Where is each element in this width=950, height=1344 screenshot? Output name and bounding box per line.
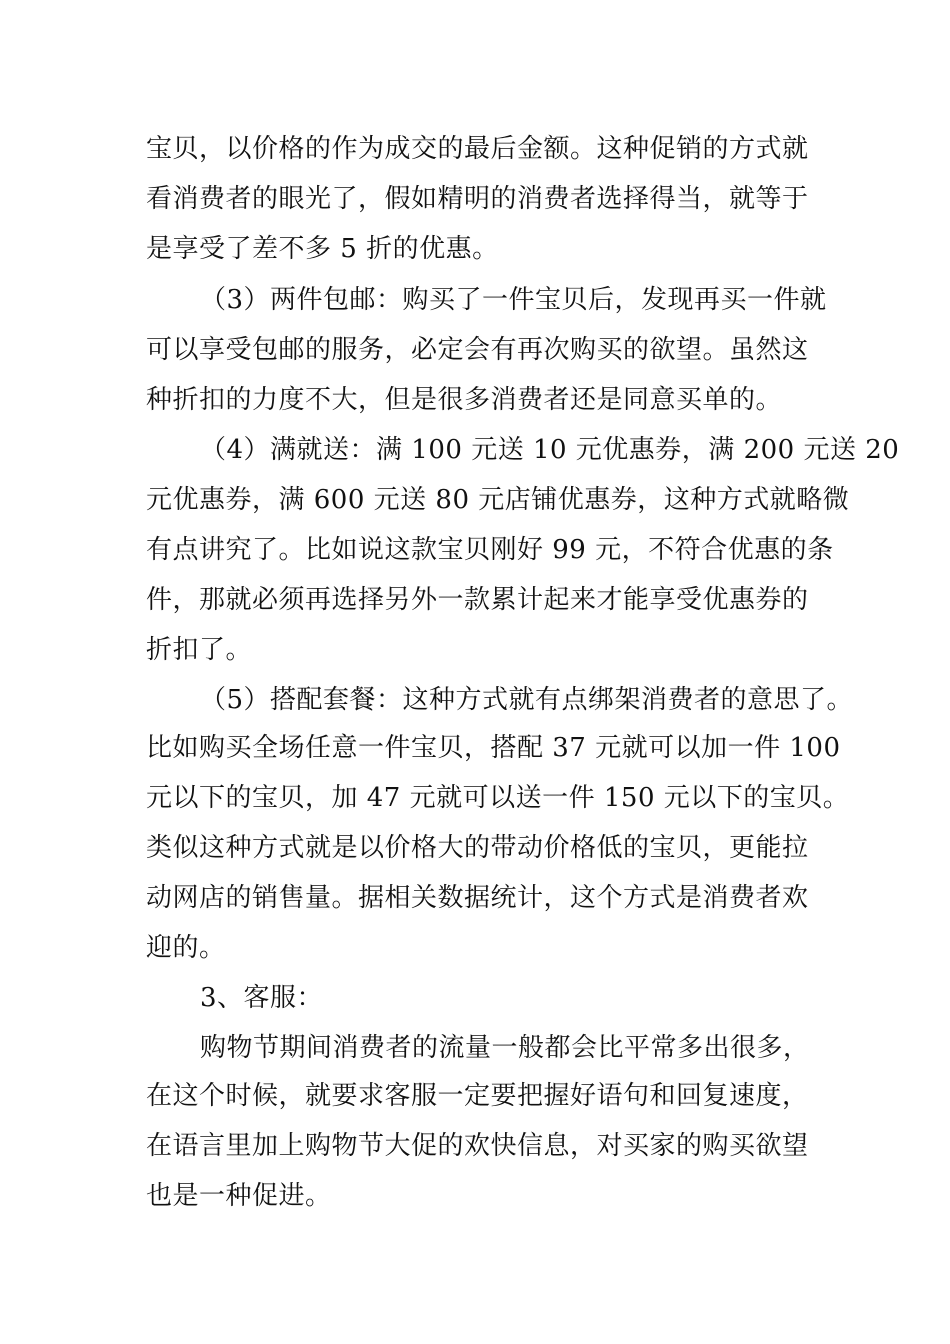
text-line-13: 比如购买全场任意一件宝贝，搭配 37 元就可以加一件 100 [146,733,841,763]
text-line-20: 在这个时候，就要求客服一定要把握好语句和回复速度， [146,1081,809,1111]
text-line-15: 类似这种方式就是以价格大的带动价格低的宝贝，更能拉 [146,833,809,863]
text-line-8: 元优惠券，满 600 元送 80 元店铺优惠券，这种方式就略微 [146,485,850,515]
text-line-17: 迎的。 [146,933,226,963]
text-line-16: 动网店的销售量。据相关数据统计，这个方式是消费者欢 [146,883,809,913]
text-line-19: 购物节期间消费者的流量一般都会比平常多出很多， [200,1033,810,1063]
text-line-1: 宝贝，以价格的作为成交的最后金额。这种促销的方式就 [146,134,809,164]
text-line-5: 可以享受包邮的服务，必定会有再次购买的欲望。虽然这 [146,335,809,365]
text-line-10: 件，那就必须再选择另外一款累计起来才能享受优惠券的 [146,585,809,615]
text-line-4: （3）两件包邮：购买了一件宝贝后，发现再买一件就 [200,285,827,315]
text-line-21: 在语言里加上购物节大促的欢快信息，对买家的购买欲望 [146,1131,809,1161]
text-line-11: 折扣了。 [146,635,253,665]
text-line-9: 有点讲究了。比如说这款宝贝刚好 99 元，不符合优惠的条 [146,535,834,565]
text-line-3: 是享受了差不多 5 折的优惠。 [146,234,499,264]
text-line-12: （5）搭配套餐：这种方式就有点绑架消费者的意思了。 [200,685,854,715]
text-line-2: 看消费者的眼光了，假如精明的消费者选择得当，就等于 [146,184,809,214]
text-line-6: 种折扣的力度不大，但是很多消费者还是同意买单的。 [146,385,783,415]
text-line-14: 元以下的宝贝，加 47 元就可以送一件 150 元以下的宝贝。 [146,783,850,813]
text-line-22: 也是一种促进。 [146,1181,332,1211]
text-line-7: （4）满就送：满 100 元送 10 元优惠券，满 200 元送 20 [200,435,900,465]
section-heading-customer-service: 3、客服： [200,983,324,1013]
